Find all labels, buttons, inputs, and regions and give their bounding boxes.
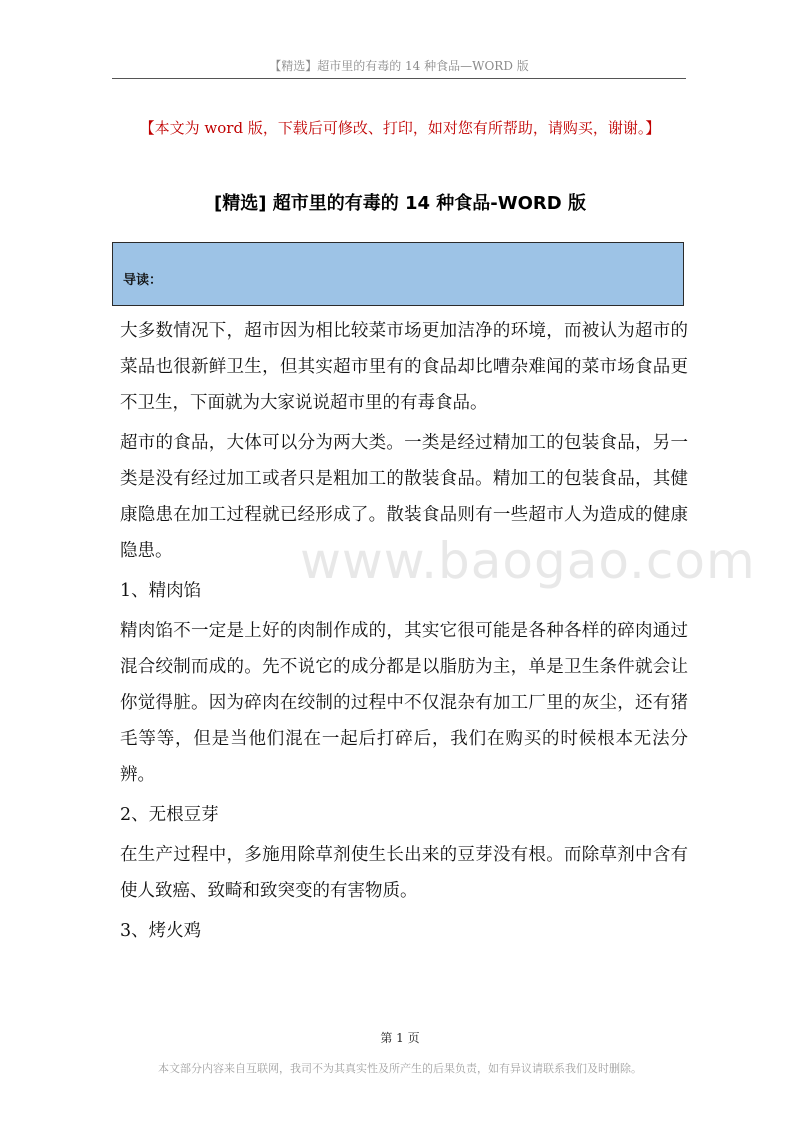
page-header: 【精选】超市里的有毒的 14 种食品—WORD 版 [112,57,686,79]
document-title: [精选] 超市里的有毒的 14 种食品-WORD 版 [214,193,586,214]
watermark: www.baogao.com [300,532,756,590]
paragraph-section-1: 精肉馅不一定是上好的肉制作成的，其实它很可能是各种各样的碎肉通过混合绞制而成的。先不说它的成分都是以脂肪为主，单是卫生条件就会让你觉得脏。因为碎肉在绞制的过程中不仅混杂有加工厂里的灰尘，还有猪毛等等，但是当他们混在一起后打碎后，我们在购买的时候根本无法分辨。 [120,621,688,785]
paragraph-categories: 超市的食品，大体可以分为两大类。一类是经过精加工的包装食品，另一类是没有经过加工或者只是粗加工的散装食品。精加工的包装食品，其健康隐患在加工过程就已经形成了。散装食品则有一些超市人为造成的健康隐患。 [120,433,688,561]
page-number: 第 1 页 [380,1031,420,1045]
paragraph-section-2: 在生产过程中，多施用除草剂使生长出来的豆芽没有根。而除草剂中含有使人致癌、致畸和致突变的有害物质。 [120,845,688,901]
section-heading-2: 2、无根豆芽 [120,805,219,825]
guide-box [112,242,684,306]
section-heading-1: 1、精肉馅 [120,581,202,601]
document-body [120,313,688,953]
purchase-notice: 【本文为 word 版，下载后可修改、打印，如对您有所帮助，请购买，谢谢。】 [139,119,661,137]
section-heading-3: 3、烤火鸡 [120,921,202,941]
page-footer: 本文部分内容来自互联网，我司不为其真实性及所产生的后果负责，如有异议请联系我们及时删除。 [158,1062,642,1075]
guide-label: 导读： [123,273,163,288]
paragraph-intro: 大多数情况下，超市因为相比较菜市场更加洁净的环境，而被认为超市的菜品也很新鲜卫生，但其实超市里有的食品却比嘈杂难闻的菜市场食品更不卫生，下面就为大家说说超市里的有毒食品。 [120,321,688,413]
